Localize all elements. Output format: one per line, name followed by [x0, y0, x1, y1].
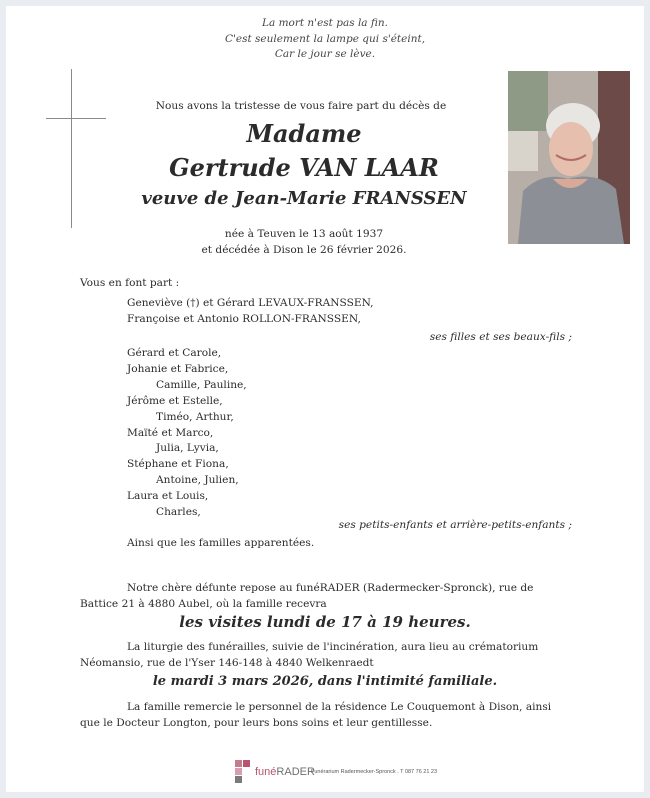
grandchild-line: Stéphane et Fiona, [127, 458, 229, 471]
footer-info: Funérarium Radermecker-Spronck . T 087 76 21 23 [311, 769, 438, 775]
visits-text: les visites lundi de 17 à 19 heures. [179, 613, 471, 631]
grandchild-line: Jérôme et Estelle, [127, 394, 223, 407]
liturgy-line-1: La liturgie des funérailles, suivie de l'incinération, aura lieu au crématorium [127, 641, 539, 653]
grandchild-line: Timéo, Arthur, [156, 410, 234, 423]
death-info: et décédée à Dison le 26 février 2026. [201, 244, 407, 256]
brand-part-b: RADER [276, 766, 315, 778]
grandchild-line: Camille, Pauline, [156, 378, 247, 391]
liturgy-line-2: Néomansio, rue de l'Yser 146-148 à 4840 Welkenraedt [80, 657, 374, 669]
grandchild-line: Laura et Louis, [127, 490, 209, 503]
grandchild-line: Gérard et Carole, [127, 347, 222, 359]
intro-text: Nous avons la tristesse de vous faire part du décès de [155, 100, 447, 112]
grandchild-line: Julia, Lyvia, [156, 442, 219, 455]
poem-line-3: Car le jour se lève. [274, 48, 376, 60]
portrait-photo [508, 71, 630, 244]
widow-of: veuve de Jean-Marie FRANSSEN [141, 188, 467, 209]
birth-info: née à Teuven le 13 août 1937 [224, 228, 384, 240]
grandchild-line: Maïté et Marco, [127, 426, 214, 439]
poem-line-1: La mort n'est pas la fin. [262, 17, 388, 29]
repose-line-1: Notre chère défunte repose au funéRADER (Radermecker-Spronck), rue de [127, 582, 534, 594]
obituary-page [6, 6, 644, 792]
grandchild-line: Johanie et Fabrice, [127, 362, 229, 375]
announce-label: Vous en font part : [80, 277, 180, 289]
poem-line-2: C'est seulement la lampe qui s'éteint, [224, 33, 426, 45]
ceremony-text: le mardi 3 mars 2026, dans l'intimité familiale. [152, 674, 498, 689]
child-2: Françoise et Antonio ROLLON-FRANSSEN, [127, 313, 361, 325]
grandchild-line: Charles, [156, 506, 201, 518]
grandchildren-role: ses petits-enfants et arrière-petits-enfants ; [338, 519, 572, 531]
deceased-title: Madame [246, 119, 362, 148]
thanks-line-1: La famille remercie le personnel de la résidence Le Couquemont à Dison, ainsi [127, 701, 552, 713]
brand-part-a: funé [255, 766, 277, 778]
children-role: ses filles et ses beaux-fils ; [429, 331, 572, 343]
grandchild-line: Antoine, Julien, [156, 474, 239, 487]
repose-line-2: Battice 21 à 4880 Aubel, où la famille recevra [80, 598, 327, 610]
deceased-name: Gertrude VAN LAAR [169, 153, 439, 182]
thanks-line-2: que le Docteur Longton, pour leurs bons soins et leur gentillesse. [80, 717, 433, 729]
child-1: Geneviève (†) et Gérard LEVAUX-FRANSSEN, [127, 297, 374, 309]
families-text: Ainsi que les familles apparentées. [127, 537, 315, 549]
logo-mark-icon [235, 760, 253, 784]
